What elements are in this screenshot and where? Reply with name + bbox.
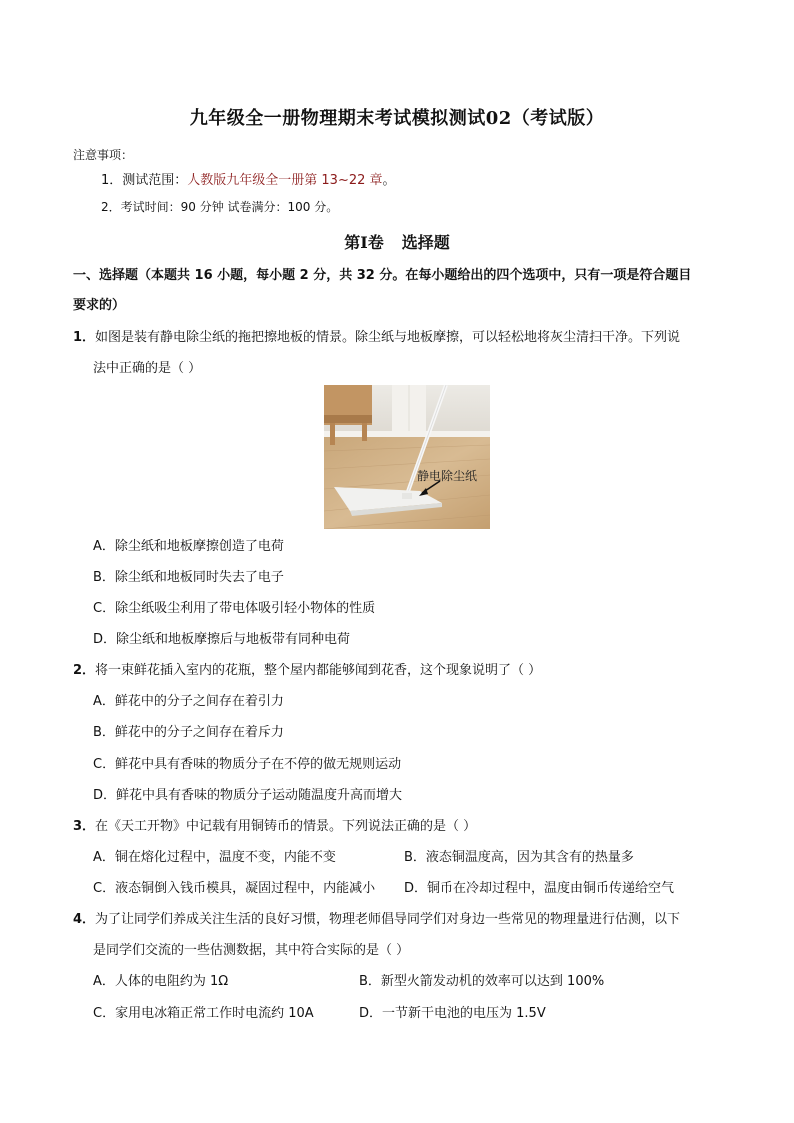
notice-item-1-scope: 人教版九年级全一册第 13~22 章 [187, 173, 383, 188]
question-4-option-a[interactable]: A．人体的电阻约为 1Ω [93, 974, 229, 989]
question-4-option-c[interactable]: C．家用电冰箱正常工作时电流约 10A [93, 1006, 314, 1021]
document-title: 九年级全一册物理期末考试模拟测试02（考试版） [189, 108, 605, 129]
notice-item-1 [101, 172, 396, 190]
question-2-option-a[interactable]: A．鲜花中的分子之间存在着引力 [93, 694, 284, 709]
question-1-stem-continued: 法中正确的是（ ） [93, 361, 202, 376]
question-3-stem [73, 818, 476, 836]
question-1-stem-text: 如图是装有静电除尘纸的拖把擦地板的情景。除尘纸与地板摩擦，可以轻松地将灰尘清扫干净。下列说 [95, 330, 681, 345]
instructions-line-2: 要求的） [73, 298, 126, 313]
question-number: 3． [73, 819, 96, 834]
question-1-option-b[interactable]: B．除尘纸和地板同时失去了电子 [93, 570, 284, 585]
question-3-option-b[interactable]: B．液态铜温度高，因为其含有的热量多 [404, 850, 634, 865]
notice-heading: 注意事项： [73, 148, 134, 162]
question-4-stem-text: 为了让同学们养成关注生活的良好习惯，物理老师倡导同学们对身边一些常见的物理量进行估测，以下 [95, 912, 681, 927]
question-1-option-a[interactable]: A．除尘纸和地板摩擦创造了电荷 [93, 539, 284, 554]
mop-illustration [324, 385, 490, 529]
instructions-line-1: 一、选择题（本题共 16 小题，每小题 2 分，共 32 分。在每小题给出的四个选项中，只有一项是符合题目 [73, 268, 692, 283]
mop-floor-photo [324, 385, 490, 529]
photo-label-dust-paper: 静电除尘纸 [417, 469, 478, 483]
section-part: 第Ⅰ卷 [344, 233, 384, 252]
question-4-option-b[interactable]: B．新型火箭发动机的效率可以达到 100% [359, 974, 605, 989]
question-1-stem [73, 329, 680, 347]
section-name: 选择题 [401, 233, 450, 252]
question-3-option-a[interactable]: A．铜在熔化过程中，温度不变，内能不变 [93, 850, 336, 865]
question-3-option-c[interactable]: C．液态铜倒入钱币模具，凝固过程中，内能减小 [93, 881, 376, 896]
notice-item-2: 2．考试时间：90 分钟 试卷满分：100 分。 [101, 200, 339, 214]
notice-item-1-suffix: 。 [382, 173, 396, 188]
question-4-stem-continued: 是同学们交流的一些估测数据，其中符合实际的是（ ） [93, 943, 410, 958]
question-3-option-d[interactable]: D．铜币在冷却过程中，温度由铜币传递给空气 [404, 881, 675, 896]
question-2-option-d[interactable]: D．鲜花中具有香味的物质分子运动随温度升高而增大 [93, 788, 403, 803]
section-title [0, 230, 794, 253]
question-4-option-d[interactable]: D．一节新干电池的电压为 1.5V [359, 1006, 546, 1021]
notice-item-1-prefix: 1．测试范围： [101, 173, 188, 188]
question-1-option-c[interactable]: C．除尘纸吸尘利用了带电体吸引轻小物体的性质 [93, 601, 376, 616]
question-2-option-c[interactable]: C．鲜花中具有香味的物质分子在不停的做无规则运动 [93, 757, 402, 772]
question-2-stem [73, 662, 541, 680]
question-number: 2． [73, 663, 96, 678]
question-2-option-b[interactable]: B．鲜花中的分子之间存在着斥力 [93, 725, 284, 740]
question-3-stem-text: 在《天工开物》中记载有用铜铸币的情景。下列说法正确的是（ ） [95, 819, 477, 834]
question-number: 1． [73, 330, 96, 345]
question-4-stem [73, 911, 680, 929]
question-2-stem-text: 将一束鲜花插入室内的花瓶，整个屋内都能够闻到花香，这个现象说明了（ ） [95, 663, 542, 678]
question-number: 4． [73, 912, 96, 927]
question-1-option-d[interactable]: D．除尘纸和地板摩擦后与地板带有同种电荷 [93, 632, 351, 647]
